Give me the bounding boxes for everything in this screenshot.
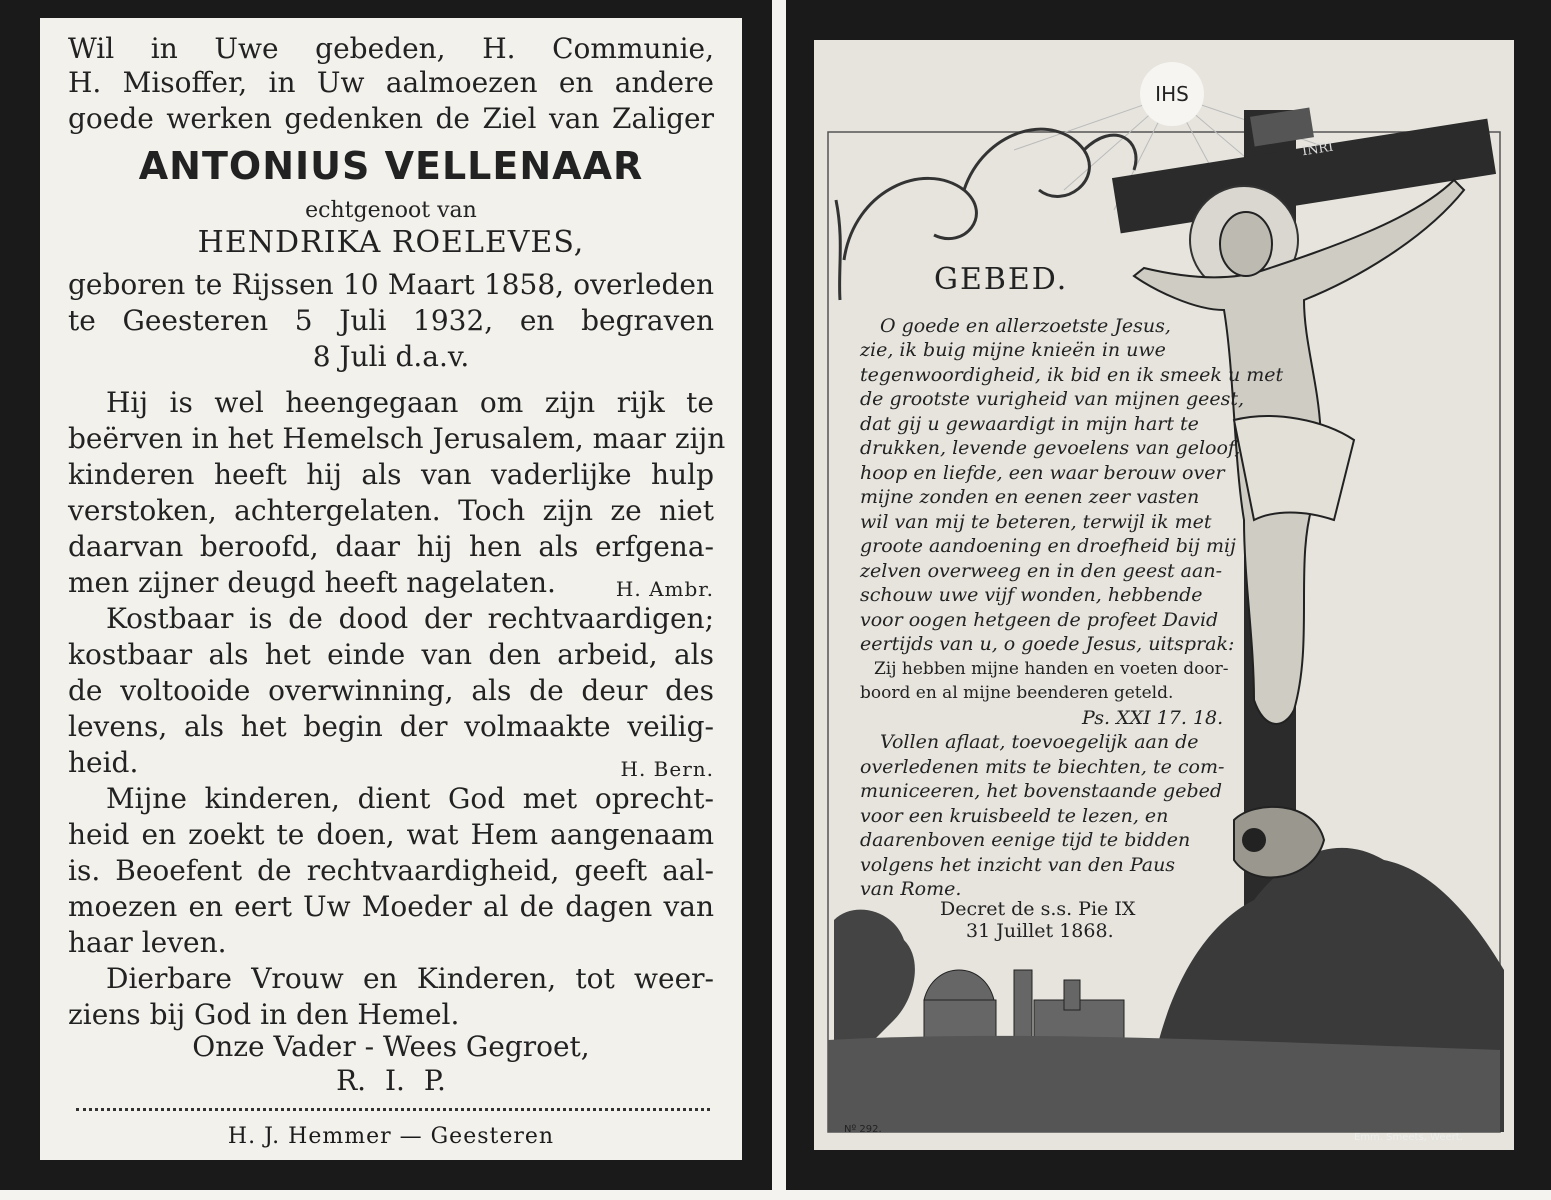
jerusalem-skyline (924, 970, 1124, 1040)
memorial-card-text-side (0, 0, 772, 1190)
rip-line: R. I. P. (336, 1064, 446, 1097)
indulgence-line-2: overledenen mits te biechten, te com- (860, 756, 1225, 778)
indulgence-line-7: van Rome. (860, 878, 962, 900)
dates-line-2: te Geesteren 5 Juli 1932, en begraven (68, 304, 714, 337)
paragraph3-line-5: haar leven. (68, 926, 227, 959)
psalm-line-2: boord en al mijne beenderen geteld. (860, 683, 1174, 703)
paragraph1-line-2: beërven in het Hemelsch Jerusalem, maar zijn (68, 422, 726, 455)
paragraph2-line-3: de voltooide overwinning, als de deur des (68, 674, 714, 707)
prayer-line-5: dat gij u gewaardigt in mijn hart te (860, 413, 1199, 435)
paragraph2-line-2: kostbaar als het einde van den arbeid, als (68, 638, 714, 671)
image-panel (814, 40, 1514, 1150)
dates-line-1: geboren te Rijssen 10 Maart 1858, overleden (68, 268, 714, 301)
psalm-reference: Ps. XXI 17. 18. (1082, 707, 1224, 729)
prayer-title: GEBED. (934, 262, 1069, 297)
ihs-monogram: IHS (1140, 62, 1204, 126)
paragraph2-line-1: Kostbaar is de dood der rechtvaardigen; (106, 602, 714, 635)
dotted-divider (76, 1108, 710, 1111)
paragraph4-line-2: ziens bij God in den Hemel. (68, 998, 460, 1031)
paragraph1-line-4: verstoken, achtergelaten. Toch zijn ze niet (68, 494, 714, 527)
prayer-line-12: schouw uwe vijf wonden, hebbende (860, 584, 1203, 606)
inri-plaque: INRI (1301, 139, 1335, 160)
publisher-credit: Emm. Smeets, Weert. (1354, 1132, 1463, 1143)
paragraph1-line-3: kinderen heeft hij als van vaderlijke hulp (68, 458, 714, 491)
printer-credit: H. J. Hemmer — Geesteren (227, 1124, 555, 1149)
indulgence-line-1: Vollen aflaat, toevoegelijk aan de (880, 731, 1199, 753)
spouse-name: HENDRIKA ROELEVES, (197, 225, 585, 260)
spouse-intro: echtgenoot van (305, 198, 477, 223)
prayer-line-3: tegenwoordigheid, ik bid en ik smeek u met (860, 364, 1284, 386)
prayer-line-9: wil van mij te beteren, terwijl ik met (860, 511, 1212, 533)
paragraph1-line-6-text: men zijner deugd heeft nagelaten. (68, 566, 556, 599)
prayer-line-7: hoop en liefde, een waar berouw over (860, 462, 1225, 484)
deceased-name: ANTONIUS VELLENAAR (138, 144, 644, 188)
prayer-line-6: drukken, levende gevoelens van geloof, (860, 437, 1241, 459)
paragraph3-line-2: heid en zoekt te doen, wat Hem aangenaam (68, 818, 714, 851)
indulgence-line-5: daarenboven eenige tijd te bidden (860, 829, 1191, 851)
dates-line-3: 8 Juli d.a.v. (312, 340, 470, 373)
prayer-line-4: de grootste vurigheid van mijnen geest, (860, 388, 1245, 410)
intro-line-2: H. Misoffer, in Uw aalmoezen en andere (68, 66, 714, 99)
plate-number: Nº 292. (844, 1124, 882, 1135)
prayer-line-2: zie, ik buig mijne knieën in uwe (860, 339, 1166, 361)
prayers-line: Onze Vader - Wees Gegroet, (192, 1030, 590, 1063)
paragraph1-line-6 (68, 566, 714, 600)
cite-ambrosius: H. Ambr. (615, 577, 714, 601)
psalm-line-1: Zij hebben mijne handen en voeten door- (874, 659, 1229, 679)
ground (828, 1036, 1500, 1132)
paragraph3-line-4: moezen en eert Uw Moeder al de dagen van (68, 890, 714, 923)
paragraph2-line-5-text: heid. (68, 746, 139, 779)
intro-line-3: goede werken gedenken de Ziel van Zaliger (68, 102, 714, 135)
paragraph3-line-1: Mijne kinderen, dient God met oprecht- (106, 782, 714, 815)
paragraph2-line-5 (68, 746, 714, 780)
paragraph4-line-1: Dierbare Vrouw en Kinderen, tot weer- (106, 962, 714, 995)
decree-line-2: 31 Juillet 1868. (966, 920, 1114, 942)
indulgence-line-4: voor een kruisbeeld te lezen, en (860, 805, 1169, 827)
decree-line-1: Decret de s.s. Pie IX (940, 898, 1136, 920)
paragraph3-line-3: is. Beoefent de rechtvaardigheid, geeft aal- (68, 854, 714, 887)
prayer-line-13: voor oogen hetgeen de profeet David (860, 609, 1219, 631)
text-panel (40, 18, 742, 1160)
prayer-line-10: groote aandoening en droefheid bij mij (860, 535, 1236, 557)
intro-line-1: Wil in Uwe gebeden, H. Communie, (68, 32, 714, 65)
indulgence-line-3: municeeren, het bovenstaande gebed (860, 780, 1223, 802)
prayer-line-8: mijne zonden en eenen zeer vasten (860, 486, 1200, 508)
prayer-line-14: eertijds van u, o goede Jesus, uitsprak: (860, 633, 1235, 655)
paragraph2-line-4: levens, als het begin der volmaakte veilig- (68, 710, 714, 743)
skull-icon (1242, 828, 1266, 852)
prayer-line-1: O goede en allerzoetste Jesus, (880, 315, 1171, 337)
tree (834, 910, 915, 1040)
memorial-card-image-side (786, 0, 1551, 1190)
paragraph1-line-1: Hij is wel heengegaan om zijn rijk te (106, 386, 714, 419)
indulgence-line-6: volgens het inzicht van den Paus (860, 854, 1176, 876)
card-gap (772, 0, 786, 1200)
paragraph1-line-5: daarvan beroofd, daar hij hen als erfgena- (68, 530, 714, 563)
prayer-line-11: zelven overweeg en in den geest aan- (860, 560, 1222, 582)
cite-bernardus: H. Bern. (620, 757, 714, 781)
